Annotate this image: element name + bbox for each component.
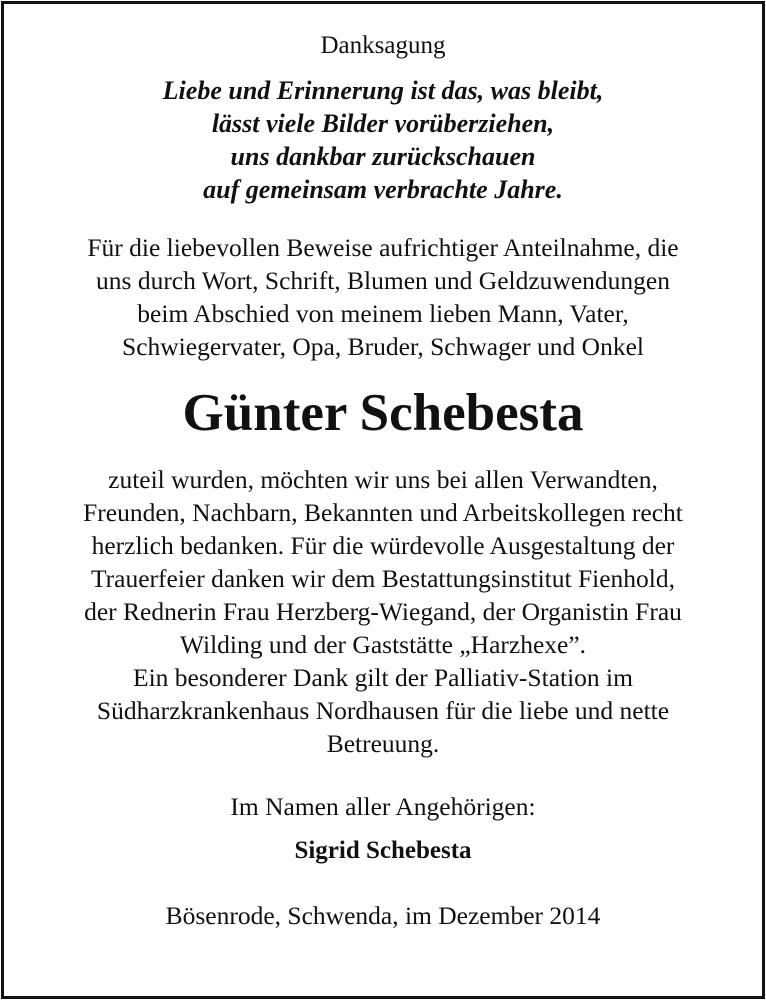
memorial-poem <box>0 74 766 206</box>
intro-line: beim Abschied von meinem lieben Mann, Vater, <box>137 299 629 328</box>
thanks-line: Trauerfeier danken wir dem Bestattungsinstitut Fienhold, <box>90 564 676 593</box>
intro-line: Schwiegervater, Opa, Bruder, Schwager und Onkel <box>122 332 644 361</box>
intro-paragraph <box>0 231 766 363</box>
poem-line: lässt viele Bilder vorüberziehen, <box>211 109 555 138</box>
poem-line: uns dankbar zurückschauen <box>230 142 536 171</box>
thanks-line: herzlich bedanken. Für die würdevolle Ausgestaltung der <box>91 531 675 560</box>
deceased-name: Günter Schebesta <box>182 384 584 442</box>
poem-line: auf gemeinsam verbrachte Jahre. <box>203 175 563 204</box>
thanks-line: Ein besonderer Dank gilt der Palliativ-Station im <box>133 663 633 692</box>
thanks-line: Betreuung. <box>326 729 440 758</box>
poem-line: Liebe und Erinnerung ist das, was bleibt, <box>162 76 604 105</box>
thanks-line: Wilding und der Gaststätte „Harzhexe”. <box>179 630 587 659</box>
notice-heading: Danksagung <box>320 32 446 59</box>
intro-line: uns durch Wort, Schrift, Blumen und Geldzuwendungen <box>96 266 670 295</box>
thanks-line: der Rednerin Frau Herzberg-Wiegand, der Organistin Frau <box>84 597 682 626</box>
thanks-line: zuteil wurden, möchten wir uns bei allen Verwandten, <box>108 465 658 494</box>
thanks-line: Südharzkrankenhaus Nordhausen für die liebe und nette <box>96 696 670 725</box>
closing-line: Im Namen aller Angehörigen: <box>230 792 536 821</box>
intro-line: Für die liebevollen Beweise aufrichtiger Anteilnahme, die <box>87 233 679 262</box>
signer-name: Sigrid Schebesta <box>294 837 472 864</box>
thanks-line: Freunden, Nachbarn, Bekannten und Arbeitskollegen recht <box>83 498 683 527</box>
place-date: Bösenrode, Schwenda, im Dezember 2014 <box>165 901 601 930</box>
thanks-paragraph <box>0 463 766 760</box>
